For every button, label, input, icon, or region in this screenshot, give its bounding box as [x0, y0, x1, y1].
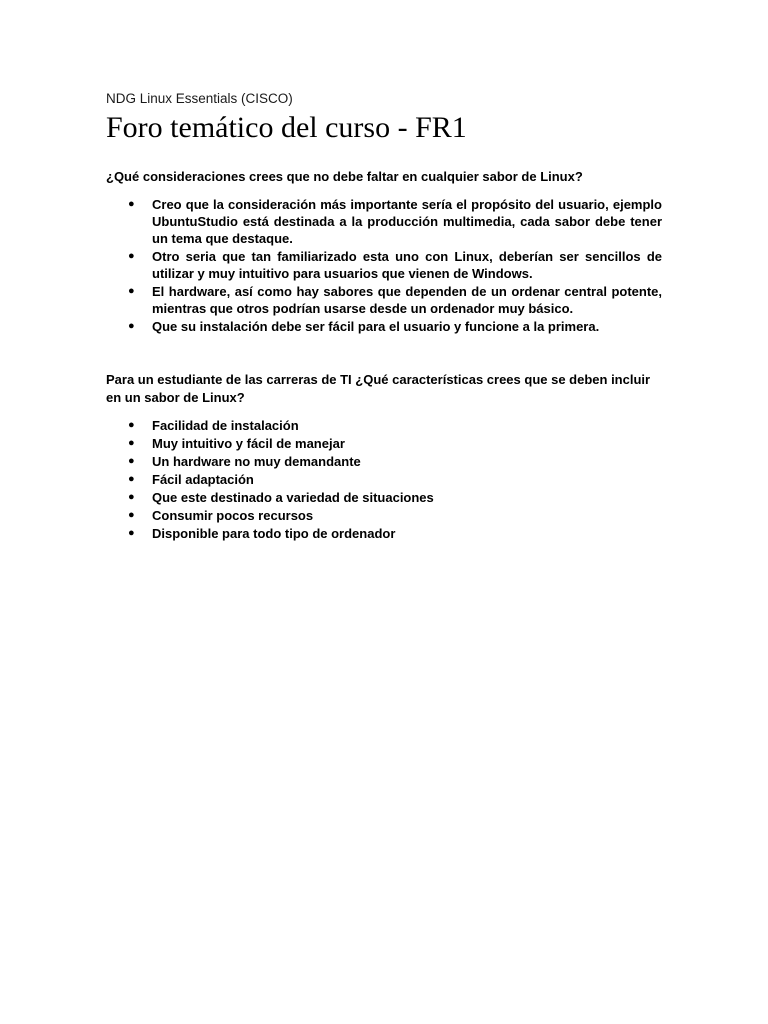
question-1: ¿Qué consideraciones crees que no debe faltar en cualquier sabor de Linux? [106, 169, 583, 184]
bullet-icon: ● [128, 437, 135, 449]
document-content [106, 90, 662, 543]
list-item: ● Creo que la consideración más importante sería el propósito del usuario, ejemplo UbuntuStudio está destinada a la producción multimedia, cada sabor debe tener un tema que destaque. [128, 197, 662, 246]
question-2: Para un estudiante de las carreras de TI ¿Qué características crees que se deben incluir en un sabor de Linux? [106, 372, 651, 405]
list-item: ● Que este destinado a variedad de situaciones [128, 490, 434, 505]
list-item: ● Otro seria que tan familiarizado esta uno con Linux, deberían ser sencillos de utilizar y muy intuitivo para usuarios que vienen de Windows. [128, 249, 662, 281]
bullet-icon: ● [128, 509, 135, 521]
bullet-icon: ● [128, 455, 135, 467]
bullet-icon: ● [128, 473, 135, 485]
list-item: ● Facilidad de instalación [128, 418, 299, 433]
course-subtitle: NDG Linux Essentials (CISCO) [106, 91, 293, 106]
bullet-icon: ● [128, 320, 135, 332]
list-item: ● El hardware, así como hay sabores que dependen de un ordenar central potente, mientras que otros podrían usarse desde un ordenador muy básico. [128, 284, 662, 316]
list-item: ● Consumir pocos recursos [128, 508, 314, 523]
list-item: ● Fácil adaptación [128, 472, 254, 487]
bullet-icon: ● [128, 250, 135, 262]
answer-list-1 [106, 196, 662, 335]
answer-list-2 [106, 417, 662, 542]
list-item: ● Un hardware no muy demandante [128, 454, 361, 469]
list-item: ● Muy intuitivo y fácil de manejar [128, 436, 345, 451]
bullet-icon: ● [128, 527, 135, 539]
page-title: Foro temático del curso - FR1 [106, 111, 467, 144]
bullet-icon: ● [128, 285, 135, 297]
list-item: ● Que su instalación debe ser fácil para el usuario y funcione a la primera. [128, 319, 600, 334]
list-item: ● Disponible para todo tipo de ordenador [128, 526, 396, 541]
bullet-icon: ● [128, 419, 135, 431]
bullet-icon: ● [128, 198, 135, 210]
bullet-icon: ● [128, 491, 135, 503]
